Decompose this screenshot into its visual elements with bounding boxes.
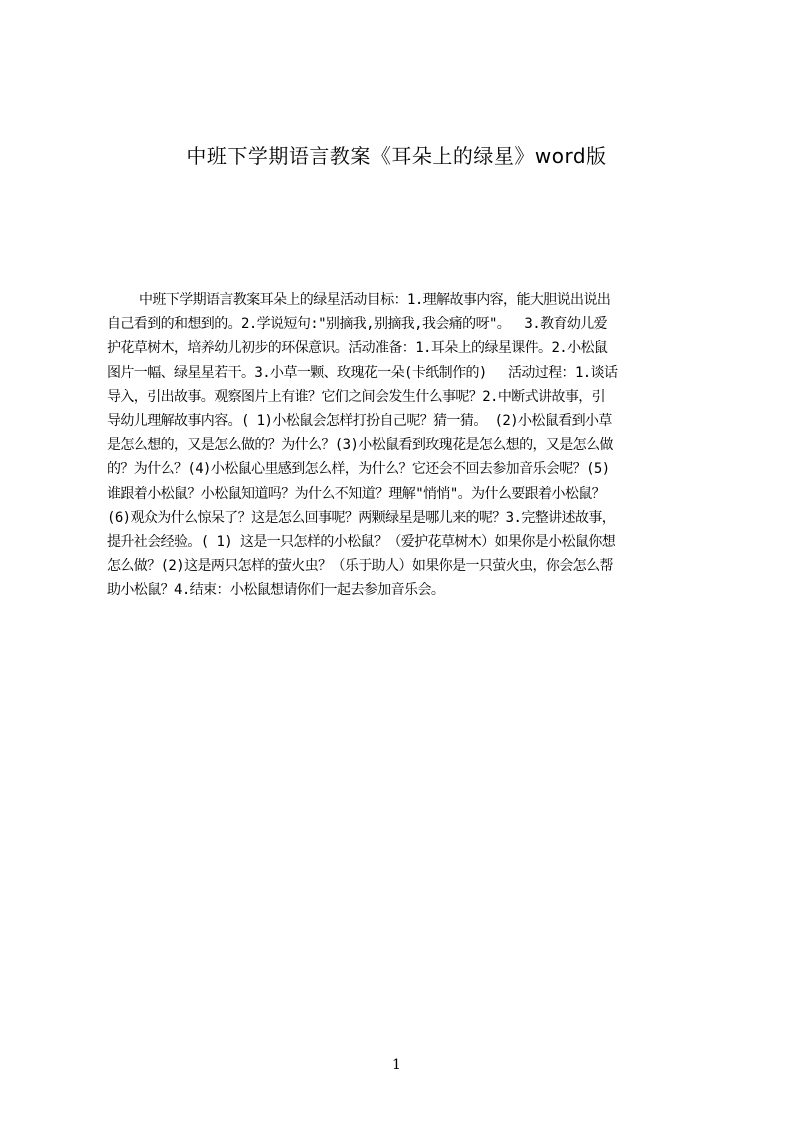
body-line: 导入，引出故事。观察图片上有谁？它们之间会发生什么事呢？2.中断式讲故事，引 xyxy=(107,388,606,405)
body-line: 谁跟着小松鼠？小松鼠知道吗？为什么不知道？理解"悄悄"。为什么要跟着小松鼠？ xyxy=(107,485,606,502)
body-line: 提升社会经验。( 1) 这是一只怎样的小松鼠？（爱护花草树木）如果你是小松鼠你想 xyxy=(107,533,616,550)
body-line: 导幼儿理解故事内容。( 1)小松鼠会怎样打扮自己呢？猜一猜。 (2)小松鼠看到小草 xyxy=(107,412,612,429)
body-line: 自己看到的和想到的。2.学说短句:"别摘我,别摘我,我会痛的呀"。 3.教育幼儿爱 xyxy=(107,316,608,333)
body-line: 图片一幅、绿星星若干。3.小草一颗、玫瑰花一朵(卡纸制作的) 活动过程：1.谈话 xyxy=(107,364,618,381)
body-line: 怎么做？(2)这是两只怎样的萤火虫？（乐于助人）如果你是一只萤火虫，你会怎么帮 xyxy=(107,558,613,575)
document-title: 中班下学期语言教案《耳朵上的绿星》word版 xyxy=(186,144,607,168)
document-body xyxy=(107,288,697,638)
body-line: 护花草树木，培养幼儿初步的环保意识。活动准备：1.耳朵上的绿星课件。2.小松鼠 xyxy=(107,340,608,357)
page-number: 1 xyxy=(392,1057,401,1073)
body-line: 的？为什么？(4)小松鼠心里感到怎么样，为什么？它还会不回去参加音乐会呢？(5) xyxy=(107,461,610,478)
body-line: 助小松鼠？4.结束：小松鼠想请你们一起去参加音乐会。 xyxy=(107,582,445,599)
body-line: (6)观众为什么惊呆了？这是怎么回事呢？两颗绿星是哪儿来的呢？3.完整讲述故事， xyxy=(107,509,616,526)
body-line: 是怎么想的，又是怎么做的？为什么？(3)小松鼠看到玫瑰花是怎么想的，又是怎么做 xyxy=(107,437,613,454)
body-line: 中班下学期语言教案耳朵上的绿星活动目标：1.理解故事内容，能大胆说出说出 xyxy=(139,292,611,308)
